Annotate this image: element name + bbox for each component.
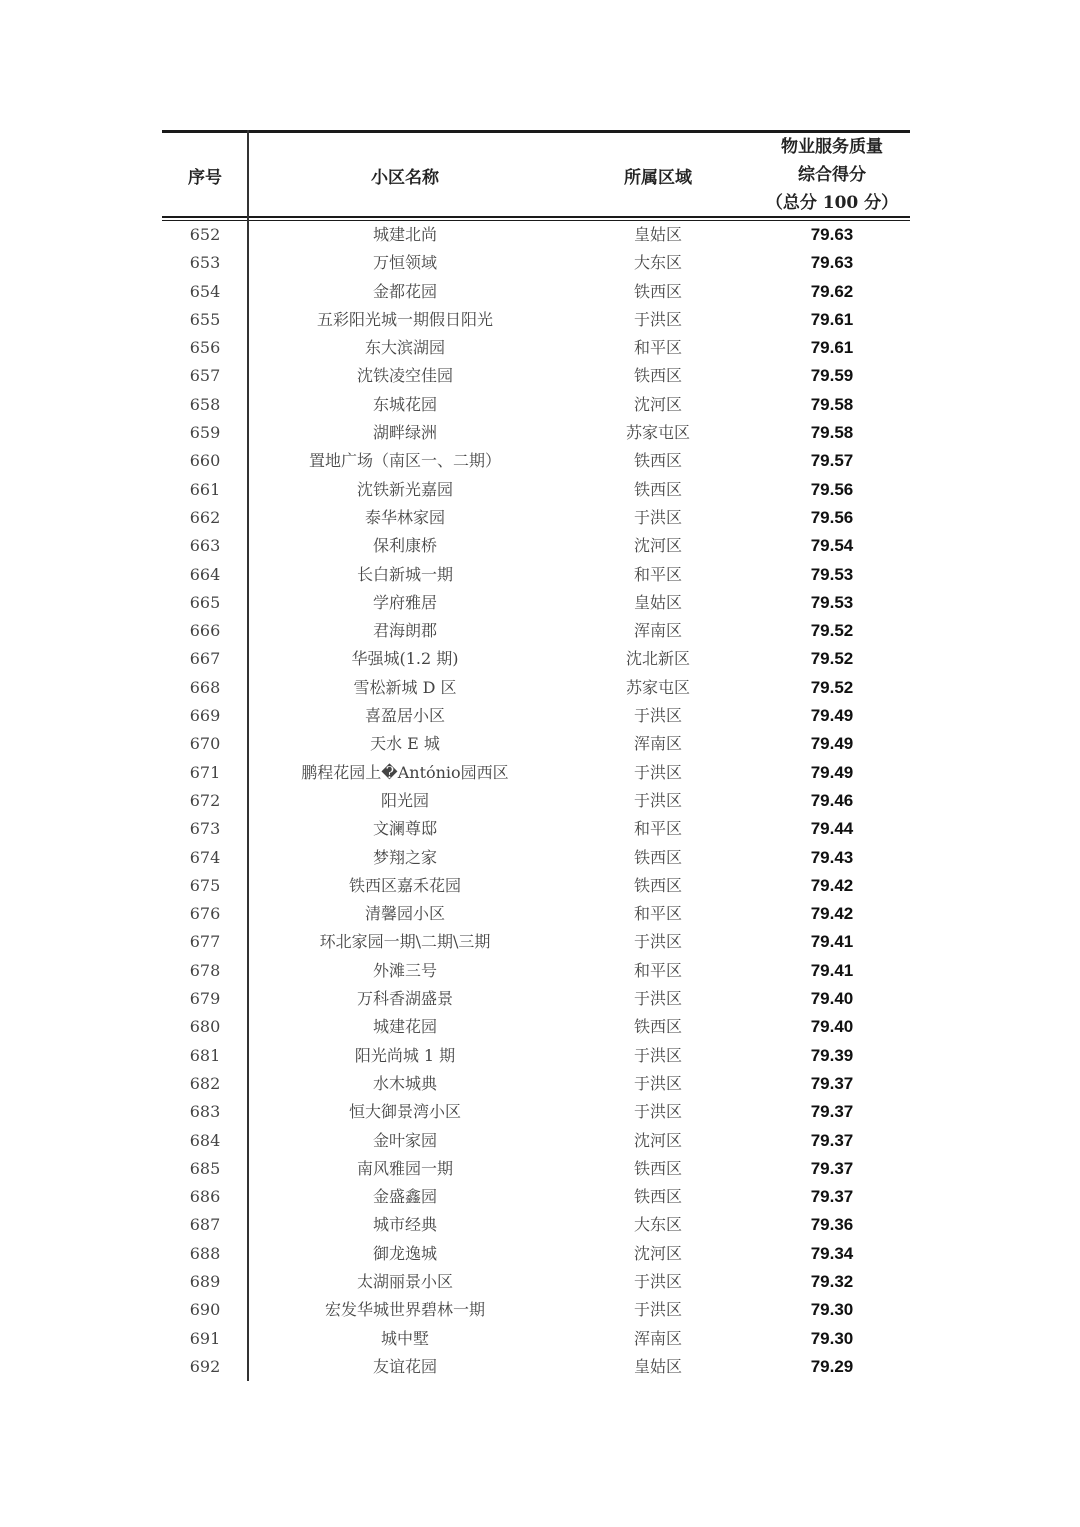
table-row	[162, 617, 910, 645]
row-name: 沈铁新光嘉园	[356, 479, 453, 499]
table-row	[162, 957, 910, 985]
row-seq: 673	[189, 819, 221, 839]
row-name: 金叶家园	[372, 1130, 437, 1150]
row-area: 和平区	[633, 564, 682, 584]
table-row	[162, 674, 910, 702]
row-seq: 670	[189, 734, 221, 754]
table-row	[162, 815, 910, 843]
table-row	[162, 787, 910, 815]
row-area: 苏家屯区	[625, 423, 690, 443]
row-name: 外滩三号	[372, 960, 437, 980]
row-seq: 658	[189, 394, 221, 414]
table-row	[162, 1070, 910, 1098]
row-area: 于洪区	[633, 706, 682, 726]
row-area: 于洪区	[633, 507, 682, 527]
row-score: 79.56	[810, 479, 854, 499]
table-row	[162, 1211, 910, 1239]
row-name: 东大滨湖园	[364, 338, 445, 358]
row-area: 沈河区	[633, 394, 682, 414]
row-seq: 689	[189, 1271, 221, 1291]
table-row	[162, 589, 910, 617]
table-row	[162, 306, 910, 334]
row-seq: 686	[189, 1187, 221, 1207]
row-score: 79.62	[810, 281, 854, 301]
row-seq: 655	[189, 309, 221, 329]
row-seq: 663	[189, 536, 221, 556]
row-score: 79.29	[810, 1356, 854, 1376]
row-seq: 669	[189, 706, 221, 726]
row-score: 79.46	[810, 790, 854, 810]
table-row	[162, 1325, 910, 1353]
row-score: 79.61	[810, 338, 854, 358]
table-row	[162, 419, 910, 447]
row-score: 79.61	[810, 309, 854, 329]
row-seq: 664	[189, 564, 221, 584]
row-area: 于洪区	[633, 1102, 682, 1122]
row-area: 铁西区	[633, 451, 682, 471]
row-seq: 660	[189, 451, 221, 471]
row-seq: 671	[189, 762, 221, 782]
table-row	[162, 249, 910, 277]
row-score: 79.37	[810, 1158, 854, 1178]
row-seq: 662	[189, 507, 221, 527]
row-area: 铁西区	[633, 847, 682, 867]
row-score: 79.52	[810, 621, 854, 641]
row-name: 城市经典	[372, 1215, 437, 1235]
row-score: 79.63	[810, 253, 854, 273]
row-score: 79.49	[810, 706, 854, 726]
row-area: 于洪区	[633, 1073, 682, 1093]
row-seq: 679	[189, 989, 221, 1009]
row-area: 于洪区	[633, 1300, 682, 1320]
row-score: 79.37	[810, 1187, 854, 1207]
row-name: 铁西区嘉禾花园	[348, 875, 461, 895]
table-row	[162, 730, 910, 758]
row-score: 79.34	[810, 1243, 854, 1263]
table-row	[162, 844, 910, 872]
row-score: 79.53	[810, 592, 854, 612]
row-area: 浑南区	[633, 734, 682, 754]
row-seq: 691	[189, 1328, 221, 1348]
row-score: 79.36	[810, 1215, 854, 1235]
row-area: 大东区	[633, 1215, 682, 1235]
row-name: 友谊花园	[372, 1356, 437, 1376]
row-area: 铁西区	[633, 479, 682, 499]
table-row	[162, 645, 910, 673]
row-name: 置地广场（南区一、二期）	[308, 451, 501, 471]
row-score: 79.37	[810, 1130, 854, 1150]
table-header	[162, 133, 910, 217]
header-name: 小区名称	[371, 167, 439, 188]
row-seq: 683	[189, 1102, 221, 1122]
table-row	[162, 561, 910, 589]
table-body	[162, 221, 910, 1381]
row-name: 环北家园一期\二期\三期	[319, 932, 491, 952]
header-score	[754, 133, 910, 217]
row-score: 79.54	[810, 536, 854, 556]
row-score: 79.41	[810, 960, 854, 980]
row-area: 于洪区	[633, 790, 682, 810]
row-seq: 667	[189, 649, 221, 669]
row-name: 华强城(1.2 期)	[351, 649, 459, 669]
row-seq: 668	[189, 677, 221, 697]
row-score: 79.52	[810, 649, 854, 669]
row-area: 铁西区	[633, 366, 682, 386]
row-seq: 675	[189, 875, 221, 895]
row-area: 沈河区	[633, 536, 682, 556]
row-area: 苏家屯区	[625, 677, 690, 697]
table-row	[162, 1127, 910, 1155]
row-score: 79.40	[810, 1017, 854, 1037]
row-name: 天水 E 城	[370, 734, 440, 754]
table-row	[162, 221, 910, 249]
table-row	[162, 476, 910, 504]
row-seq: 681	[189, 1045, 221, 1065]
header-rule-upper	[162, 216, 910, 218]
row-name: 沈铁凌空佳园	[356, 366, 453, 386]
row-seq: 678	[189, 960, 221, 980]
table-row	[162, 1155, 910, 1183]
row-score: 79.49	[810, 762, 854, 782]
row-score: 79.40	[810, 989, 854, 1009]
row-seq: 654	[189, 281, 221, 301]
row-name: 东城花园	[372, 394, 437, 414]
row-name: 御龙逸城	[372, 1243, 437, 1263]
row-seq: 674	[189, 847, 221, 867]
row-score: 79.39	[810, 1045, 854, 1065]
row-seq: 685	[189, 1158, 221, 1178]
row-area: 于洪区	[633, 1045, 682, 1065]
row-score: 79.32	[810, 1271, 854, 1291]
row-seq: 688	[189, 1243, 221, 1263]
row-area: 于洪区	[633, 1271, 682, 1291]
row-area: 和平区	[633, 338, 682, 358]
header-area: 所属区域	[624, 167, 692, 188]
table-row	[162, 985, 910, 1013]
row-area: 浑南区	[633, 1328, 682, 1348]
table-row	[162, 928, 910, 956]
row-name: 太湖丽景小区	[356, 1271, 453, 1291]
row-name: 君海朗郡	[372, 621, 437, 641]
table-row	[162, 278, 910, 306]
row-name: 保利康桥	[372, 536, 437, 556]
row-score: 79.41	[810, 932, 854, 952]
row-name: 阳光尚城 1 期	[354, 1045, 456, 1065]
row-name: 清馨园小区	[364, 904, 445, 924]
row-score: 79.44	[810, 819, 854, 839]
row-name: 喜盈居小区	[364, 706, 445, 726]
row-seq: 665	[189, 592, 221, 612]
row-score: 79.57	[810, 451, 854, 471]
row-area: 皇姑区	[633, 1356, 682, 1376]
row-score: 79.30	[810, 1328, 854, 1348]
row-score: 79.58	[810, 394, 854, 414]
row-name: 雪松新城 D 区	[353, 677, 457, 697]
row-name: 恒大御景湾小区	[348, 1102, 461, 1122]
row-seq: 687	[189, 1215, 221, 1235]
row-area: 大东区	[633, 253, 682, 273]
row-seq: 677	[189, 932, 221, 952]
row-seq: 661	[189, 479, 221, 499]
row-score: 79.58	[810, 423, 854, 443]
row-score: 79.53	[810, 564, 854, 584]
row-name: 梦翔之家	[372, 847, 437, 867]
row-name: 鹏程花园上�António园西区	[301, 762, 509, 782]
row-seq: 666	[189, 621, 221, 641]
header-seq: 序号	[188, 167, 222, 188]
row-area: 沈河区	[633, 1130, 682, 1150]
row-area: 沈北新区	[625, 649, 690, 669]
row-area: 沈河区	[633, 1243, 682, 1263]
table-row	[162, 1183, 910, 1211]
row-name: 金都花园	[372, 281, 437, 301]
row-name: 学府雅居	[372, 592, 437, 612]
row-name: 南风雅园一期	[356, 1158, 453, 1178]
table-row	[162, 1353, 910, 1381]
row-name: 万科香湖盛景	[356, 989, 453, 1009]
row-score: 79.56	[810, 507, 854, 527]
row-name: 城建花园	[372, 1017, 437, 1037]
row-score: 79.42	[810, 875, 854, 895]
row-score: 79.37	[810, 1073, 854, 1093]
row-name: 城中墅	[380, 1328, 429, 1348]
row-seq: 682	[189, 1073, 221, 1093]
row-name: 金盛鑫园	[372, 1187, 437, 1207]
row-seq: 690	[189, 1300, 221, 1320]
table-row	[162, 1042, 910, 1070]
row-name: 万恒领域	[372, 253, 437, 273]
row-seq: 672	[189, 790, 221, 810]
row-area: 于洪区	[633, 989, 682, 1009]
table-row	[162, 1098, 910, 1126]
row-name: 五彩阳光城一期假日阳光	[316, 309, 493, 329]
row-area: 铁西区	[633, 875, 682, 895]
row-name: 阳光园	[380, 790, 429, 810]
row-area: 于洪区	[633, 309, 682, 329]
header-score-line3: （总分 100 分）	[765, 193, 899, 213]
row-score: 79.49	[810, 734, 854, 754]
table-row	[162, 532, 910, 560]
row-area: 和平区	[633, 960, 682, 980]
row-seq: 680	[189, 1017, 221, 1037]
row-name: 泰华林家园	[364, 507, 445, 527]
table-row	[162, 362, 910, 390]
row-area: 铁西区	[633, 281, 682, 301]
row-seq: 659	[189, 423, 221, 443]
row-area: 和平区	[633, 904, 682, 924]
row-seq: 676	[189, 904, 221, 924]
row-score: 79.59	[810, 366, 854, 386]
row-seq: 652	[189, 225, 221, 244]
row-score: 79.63	[810, 225, 854, 244]
row-score: 79.37	[810, 1102, 854, 1122]
row-name: 城建北尚	[372, 225, 437, 244]
row-area: 铁西区	[633, 1187, 682, 1207]
row-score: 79.42	[810, 904, 854, 924]
header-score-line2: 综合得分	[798, 165, 866, 185]
row-area: 于洪区	[633, 762, 682, 782]
row-area: 于洪区	[633, 932, 682, 952]
table-row	[162, 1013, 910, 1041]
row-score: 79.30	[810, 1300, 854, 1320]
table-row	[162, 900, 910, 928]
row-area: 皇姑区	[633, 592, 682, 612]
table-row	[162, 702, 910, 730]
row-score: 79.43	[810, 847, 854, 867]
row-area: 和平区	[633, 819, 682, 839]
row-name: 宏发华城世界碧林一期	[324, 1300, 485, 1320]
table-row	[162, 391, 910, 419]
row-area: 铁西区	[633, 1017, 682, 1037]
table-row	[162, 504, 910, 532]
table-row	[162, 1296, 910, 1324]
row-area: 铁西区	[633, 1158, 682, 1178]
row-area: 浑南区	[633, 621, 682, 641]
row-name: 长白新城一期	[356, 564, 453, 584]
table-row	[162, 759, 910, 787]
row-name: 湖畔绿洲	[372, 423, 437, 443]
row-seq: 653	[189, 253, 221, 273]
row-seq: 657	[189, 366, 221, 386]
table-row	[162, 1240, 910, 1268]
table-row	[162, 334, 910, 362]
row-seq: 656	[189, 338, 221, 358]
table-row	[162, 447, 910, 475]
row-name: 水木城典	[372, 1073, 437, 1093]
row-seq: 684	[189, 1130, 221, 1150]
row-area: 皇姑区	[633, 225, 682, 244]
table-row	[162, 1268, 910, 1296]
row-name: 文澜尊邸	[372, 819, 437, 839]
table-row	[162, 872, 910, 900]
row-score: 79.52	[810, 677, 854, 697]
header-score-line1: 物业服务质量	[781, 137, 883, 157]
row-seq: 692	[189, 1356, 221, 1376]
